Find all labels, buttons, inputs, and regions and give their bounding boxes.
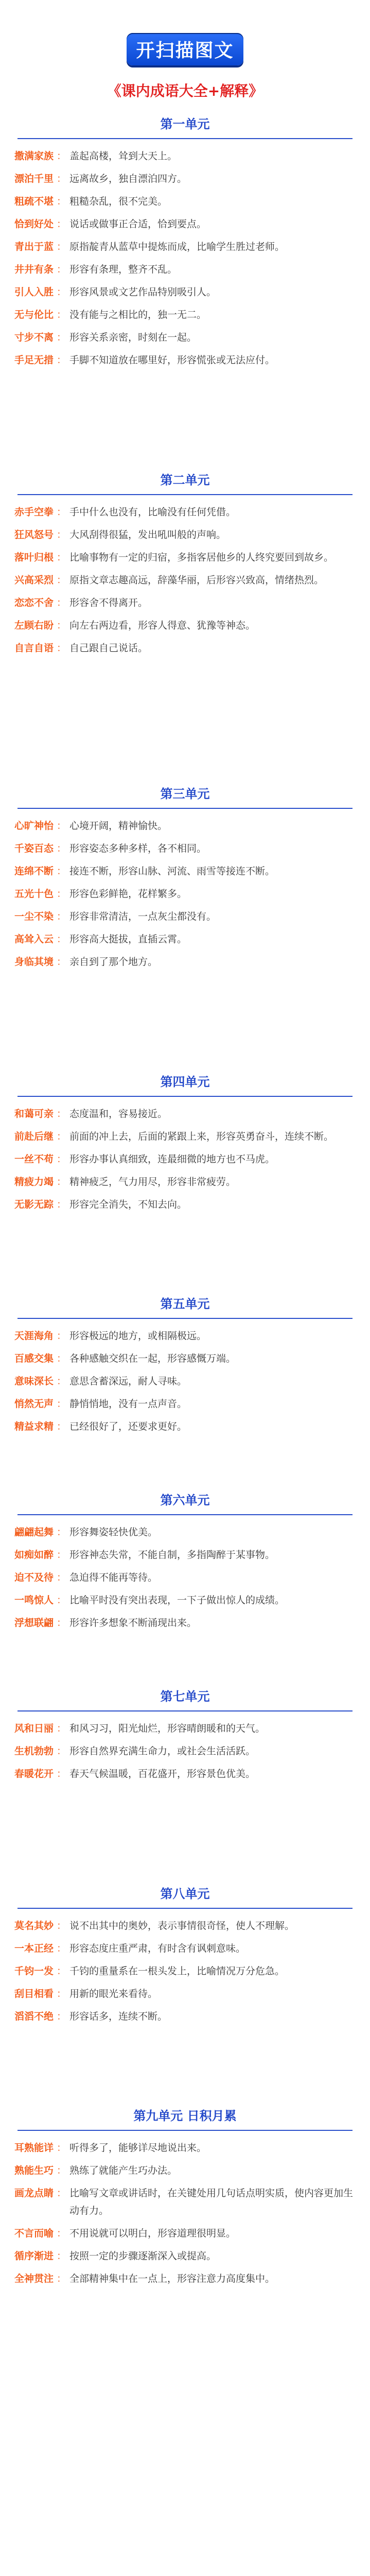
idiom-item [14, 2184, 356, 2219]
idiom-item [14, 306, 356, 324]
section-title: 第八单元 [160, 1887, 210, 1901]
section-title: 第六单元 [160, 1493, 210, 1507]
idiom-definition: 原指靛青从蓝草中提炼而成，比喻学生胜过老师。 [69, 241, 285, 252]
idiom-definition: 手脚不知道放在哪里好，形容慌张或无法应付。 [69, 354, 275, 366]
logo-wrap [14, 33, 356, 65]
idiom-item [14, 1196, 356, 1213]
idiom-term: 翩翩起舞 [14, 1527, 54, 1538]
idiom-item [14, 1350, 356, 1367]
idiom-item [14, 2162, 356, 2179]
idiom-term: 和蔼可亲 [14, 1108, 54, 1120]
colon-icon: ： [57, 552, 67, 563]
colon-icon: ： [57, 2142, 67, 2154]
colon-icon: ： [57, 332, 67, 343]
idiom-term: 撒满家族 [14, 150, 54, 162]
idiom-item [14, 1418, 356, 1435]
colon-icon: ： [57, 866, 67, 877]
idiom-term: 迫不及待 [14, 1572, 54, 1583]
colon-icon: ： [57, 1176, 67, 1188]
idiom-item [14, 571, 356, 589]
idiom-item [14, 351, 356, 369]
colon-icon: ： [57, 2188, 67, 2199]
colon-icon: ： [57, 2228, 67, 2239]
colon-icon: ： [57, 1768, 67, 1780]
idiom-item [14, 2247, 356, 2265]
idiom-item [14, 617, 356, 634]
idiom-definition: 已经很好了，还要求更好。 [69, 1421, 187, 1432]
idiom-item [14, 1765, 356, 1783]
idiom-item [14, 329, 356, 346]
idiom-term: 高耸入云 [14, 934, 54, 945]
idiom-term: 循序渐进 [14, 2250, 54, 2262]
colon-icon: ： [57, 1527, 67, 1538]
colon-icon: ： [57, 506, 67, 518]
idiom-definition: 形容话多，连续不断。 [69, 2011, 168, 2022]
idiom-item [14, 147, 356, 165]
section-divider [17, 138, 353, 139]
section-divider [17, 2130, 353, 2131]
idiom-definition: 原指文章志趣高远，辞藻华丽，后形容兴致高，情绪热烈。 [69, 574, 324, 586]
idiom-definition: 形容完全消失，不知去向。 [69, 1199, 187, 1210]
idiom-definition: 态度温和，容易接近。 [69, 1108, 168, 1120]
idiom-item [14, 1962, 356, 1980]
section-title: 第九单元 日积月累 [133, 2109, 237, 2123]
colon-icon: ： [57, 1199, 67, 1210]
idiom-definition: 亲自到了那个地方。 [69, 956, 158, 968]
colon-icon: ： [57, 1723, 67, 1734]
section-title: 第七单元 [160, 1689, 210, 1704]
colon-icon: ： [57, 1108, 67, 1120]
idiom-definition: 静悄悄地，没有一点声音。 [69, 1398, 187, 1410]
colon-icon: ： [57, 620, 67, 631]
idiom-definition: 按照一定的步骤逐渐深入或提高。 [69, 2250, 217, 2262]
idiom-definition: 形容色彩鲜艳，花样繁多。 [69, 888, 187, 900]
section-title: 第二单元 [160, 473, 210, 487]
idiom-item [14, 1105, 356, 1123]
idiom-definition: 形容非常清洁，一点灰尘都没有。 [69, 911, 217, 922]
idiom-term: 如痴如醉 [14, 1549, 54, 1561]
colon-icon: ： [57, 1965, 67, 1977]
idiom-term: 狂风怒号 [14, 529, 54, 540]
idiom-term: 浮想联翩 [14, 1617, 54, 1629]
idiom-term: 生机勃勃 [14, 1745, 54, 1757]
idiom-item [14, 1569, 356, 1586]
idiom-item [14, 639, 356, 657]
idiom-term: 兴高采烈 [14, 574, 54, 586]
idiom-term: 风和日丽 [14, 1723, 54, 1734]
idiom-definition: 精神疲乏，气力用尽，形容非常疲劳。 [69, 1176, 236, 1188]
idiom-definition: 形容风景或文艺作品特别吸引人。 [69, 286, 217, 298]
spacer [14, 1440, 356, 1477]
colon-icon: ： [57, 1376, 67, 1387]
colon-icon: ： [57, 241, 67, 252]
spacer [14, 2030, 356, 2092]
idiom-term: 熟能生巧 [14, 2165, 54, 2176]
colon-icon: ： [57, 196, 67, 207]
colon-icon: ： [57, 1988, 67, 1999]
idiom-definition: 比喻事物有一定的归宿，多指客居他乡的人终究要回到故乡。 [69, 552, 334, 563]
idiom-item [14, 1985, 356, 2003]
colon-icon: ： [57, 173, 67, 184]
idiom-definition: 形容态度庄重严肃，有时含有讽刺意味。 [69, 1943, 246, 1954]
idiom-item [14, 215, 356, 233]
colon-icon: ： [57, 1572, 67, 1583]
idiom-term: 手足无措 [14, 354, 54, 366]
idiom-definition: 听得多了，能够详尽地说出来。 [69, 2142, 207, 2154]
idiom-term: 春暖花开 [14, 1768, 54, 1780]
colon-icon: ： [57, 286, 67, 298]
idiom-term: 天涯海角 [14, 1330, 54, 1342]
colon-icon: ： [57, 1943, 67, 1954]
section-divider [17, 1908, 353, 1909]
section-divider [17, 1318, 353, 1319]
idiom-term: 井井有条 [14, 264, 54, 275]
idiom-item [14, 930, 356, 948]
idiom-definition: 春天气候温暖，百花盛开，形容景色优美。 [69, 1768, 256, 1780]
idiom-definition: 远离故乡，独自漂泊四方。 [69, 173, 187, 184]
section-divider [17, 808, 353, 809]
section-divider [17, 1514, 353, 1515]
idiom-definition: 全部精神集中在一点上，形容注意力高度集中。 [69, 2273, 275, 2284]
idiom-definition: 自己跟自己说话。 [69, 642, 148, 654]
idiom-item [14, 1742, 356, 1760]
section-5 [14, 1294, 356, 1435]
idiom-definition: 不用说就可以明白，形容道理很明显。 [69, 2228, 236, 2239]
idiom-definition: 急迫得不能再等待。 [69, 1572, 158, 1583]
idiom-item [14, 840, 356, 857]
idiom-item [14, 1150, 356, 1168]
colon-icon: ： [57, 843, 67, 854]
idiom-item [14, 238, 356, 256]
colon-icon: ： [57, 820, 67, 832]
idiom-item [14, 1173, 356, 1191]
idiom-definition: 说话或做事正合适，恰到要点。 [69, 218, 207, 230]
section-9 [14, 2106, 356, 2287]
colon-icon: ： [57, 911, 67, 922]
idiom-definition: 千钧的重量系在一根头发上，比喻情况万分危急。 [69, 1965, 285, 1977]
idiom-item [14, 1372, 356, 1390]
idiom-definition: 心境开阔，精神愉快。 [69, 820, 168, 832]
idiom-term: 落叶归根 [14, 552, 54, 563]
colon-icon: ： [57, 1154, 67, 1165]
spacer [14, 662, 356, 770]
colon-icon: ： [57, 597, 67, 608]
idiom-definition: 说不出其中的奥妙，表示事情很奇怪，使人不理解。 [69, 1920, 295, 1931]
colon-icon: ： [57, 2011, 67, 2022]
idiom-term: 无与伦比 [14, 309, 54, 320]
colon-icon: ： [57, 150, 67, 162]
idiom-definition: 各种感触交织在一起，形容感慨万端。 [69, 1353, 236, 1364]
section-title: 第五单元 [160, 1297, 210, 1311]
idiom-item [14, 2270, 356, 2287]
idiom-definition: 形容办事认真细致，连最细微的地方也不马虎。 [69, 1154, 275, 1165]
idiom-definition: 形容关系亲密，时刻在一起。 [69, 332, 197, 343]
colon-icon: ： [57, 888, 67, 900]
idiom-definition: 大风刮得很猛，发出吼叫般的声响。 [69, 529, 226, 540]
idiom-term: 五光十色 [14, 888, 54, 900]
idiom-item [14, 1614, 356, 1632]
colon-icon: ： [57, 642, 67, 654]
colon-icon: ： [57, 354, 67, 366]
colon-icon: ： [57, 956, 67, 968]
idiom-term: 意味深长 [14, 1376, 54, 1387]
colon-icon: ： [57, 309, 67, 320]
idiom-term: 漂泊千里 [14, 173, 54, 184]
idiom-term: 一本正经 [14, 1943, 54, 1954]
idiom-term: 画龙点睛 [14, 2188, 54, 2199]
section-8 [14, 1884, 356, 2025]
spacer [14, 1218, 356, 1280]
colon-icon: ： [57, 1595, 67, 1606]
idiom-item [14, 1395, 356, 1413]
idiom-term: 刮目相看 [14, 1988, 54, 1999]
colon-icon: ： [57, 1745, 67, 1757]
colon-icon: ： [57, 1549, 67, 1561]
idiom-definition: 形容高大挺拔，直插云霄。 [69, 934, 187, 945]
idiom-term: 百感交集 [14, 1353, 54, 1364]
colon-icon: ： [57, 1920, 67, 1931]
idiom-term: 身临其境 [14, 956, 54, 968]
idiom-item [14, 261, 356, 278]
idiom-item [14, 594, 356, 612]
idiom-item [14, 1917, 356, 1935]
idiom-term: 心旷神怡 [14, 820, 54, 832]
idiom-item [14, 862, 356, 880]
idiom-definition: 比喻平时没有突出表现，一下子做出惊人的成绩。 [69, 1595, 285, 1606]
idiom-item [14, 1940, 356, 1957]
idiom-term: 自言自语 [14, 642, 54, 654]
idiom-item [14, 2225, 356, 2242]
colon-icon: ： [57, 1421, 67, 1432]
idiom-term: 千钧一发 [14, 1965, 54, 1977]
colon-icon: ： [57, 2273, 67, 2284]
idiom-term: 精疲力竭 [14, 1176, 54, 1188]
idiom-item [14, 526, 356, 544]
idiom-term: 恋恋不舍 [14, 597, 54, 608]
idiom-item [14, 283, 356, 301]
colon-icon: ： [57, 1330, 67, 1342]
idiom-item [14, 2008, 356, 2025]
spacer [14, 976, 356, 1058]
colon-icon: ： [57, 1353, 67, 1364]
idiom-definition: 比喻写文章或讲话时，在关键处用几句话点明实质，使内容更加生动有力。 [69, 2188, 354, 2216]
colon-icon: ： [57, 934, 67, 945]
idiom-item [14, 503, 356, 521]
idiom-item [14, 2139, 356, 2157]
idiom-definition: 接连不断，形容山脉、河流、雨雪等接连不断。 [69, 866, 275, 877]
brand-logo: 开扫描图文 [127, 33, 243, 65]
idiom-item [14, 953, 356, 971]
idiom-definition: 意思含蓄深远，耐人寻味。 [69, 1376, 187, 1387]
idiom-definition: 粗糙杂乱，很不完美。 [69, 196, 168, 207]
document-title: 《课内成语大全+解释》 [107, 82, 263, 99]
idiom-item [14, 817, 356, 835]
spacer [14, 1637, 356, 1673]
colon-icon: ： [57, 1617, 67, 1629]
section-6 [14, 1490, 356, 1632]
idiom-definition: 形容极远的地方，或相隔极远。 [69, 1330, 207, 1342]
idiom-item [14, 1523, 356, 1541]
idiom-definition: 形容许多想象不断涌现出来。 [69, 1617, 197, 1629]
spacer [14, 374, 356, 456]
idiom-item [14, 1327, 356, 1345]
idiom-term: 耳熟能详 [14, 2142, 54, 2154]
idiom-item [14, 549, 356, 566]
idiom-definition: 用新的眼光来看待。 [69, 1988, 158, 1999]
idiom-term: 一鸣惊人 [14, 1595, 54, 1606]
idiom-term: 精益求精 [14, 1421, 54, 1432]
idiom-item [14, 885, 356, 903]
section-7 [14, 1686, 356, 1783]
idiom-definition: 手中什么也没有，比喻没有任何凭借。 [69, 506, 236, 518]
idiom-term: 左顾右盼 [14, 620, 54, 631]
idiom-definition: 没有能与之相比的，独一无二。 [69, 309, 207, 320]
section-title: 第三单元 [160, 787, 210, 801]
colon-icon: ： [57, 574, 67, 586]
idiom-term: 莫名其妙 [14, 1920, 54, 1931]
idiom-term: 引人入胜 [14, 286, 54, 298]
colon-icon: ： [57, 264, 67, 275]
spacer [14, 1788, 356, 1870]
idiom-definition: 形容自然界充满生命力，或社会生活活跃。 [69, 1745, 256, 1757]
idiom-term: 千姿百态 [14, 843, 54, 854]
idiom-term: 全神贯注 [14, 2273, 54, 2284]
idiom-definition: 熟练了就能产生巧办法。 [69, 2165, 178, 2176]
idiom-term: 寸步不离 [14, 332, 54, 343]
idiom-term: 无影无踪 [14, 1199, 54, 1210]
idiom-term: 青出于蓝 [14, 241, 54, 252]
idiom-item [14, 1720, 356, 1737]
section-1 [14, 114, 356, 369]
idiom-term: 粗疏不堪 [14, 196, 54, 207]
idiom-term: 悄然无声 [14, 1398, 54, 1410]
idiom-definition: 向左右两边看，形容人得意、犹豫等神态。 [69, 620, 256, 631]
section-3 [14, 784, 356, 971]
idiom-definition: 形容有条理，整齐不乱。 [69, 264, 178, 275]
colon-icon: ： [57, 1398, 67, 1410]
colon-icon: ： [57, 529, 67, 540]
colon-icon: ： [57, 2250, 67, 2262]
idiom-term: 恰到好处 [14, 218, 54, 230]
idiom-term: 赤手空拳 [14, 506, 54, 518]
idiom-term: 不言而喻 [14, 2228, 54, 2239]
idiom-item [14, 193, 356, 210]
section-4 [14, 1072, 356, 1213]
idiom-item [14, 908, 356, 925]
idiom-term: 一丝不苟 [14, 1154, 54, 1165]
colon-icon: ： [57, 218, 67, 230]
idiom-definition: 形容舍不得离开。 [69, 597, 148, 608]
idiom-definition: 形容舞姿轻快优美。 [69, 1527, 158, 1538]
idiom-definition: 形容姿态多种多样，各不相同。 [69, 843, 207, 854]
idiom-term: 前赴后继 [14, 1131, 54, 1142]
colon-icon: ： [57, 1131, 67, 1142]
section-title: 第四单元 [160, 1075, 210, 1089]
section-divider [17, 494, 353, 495]
idiom-definition: 和风习习，阳光灿烂，形容晴朗暖和的天气。 [69, 1723, 266, 1734]
idiom-definition: 前面的冲上去，后面的紧跟上来，形容英勇奋斗，连续不断。 [69, 1131, 334, 1142]
idiom-item [14, 1591, 356, 1609]
section-divider [17, 1096, 353, 1097]
idiom-item [14, 170, 356, 188]
section-2 [14, 470, 356, 657]
idiom-term: 滔滔不绝 [14, 2011, 54, 2022]
idiom-definition: 盖起高楼，耸到大天上。 [69, 150, 178, 162]
colon-icon: ： [57, 2165, 67, 2176]
idiom-definition: 形容神态失常，不能自制，多指陶醉于某事物。 [69, 1549, 275, 1561]
idiom-term: 一尘不染 [14, 911, 54, 922]
section-title: 第一单元 [160, 117, 210, 131]
idiom-item [14, 1546, 356, 1564]
idiom-item [14, 1128, 356, 1145]
section-divider [17, 1710, 353, 1711]
idiom-term: 连绵不断 [14, 866, 54, 877]
